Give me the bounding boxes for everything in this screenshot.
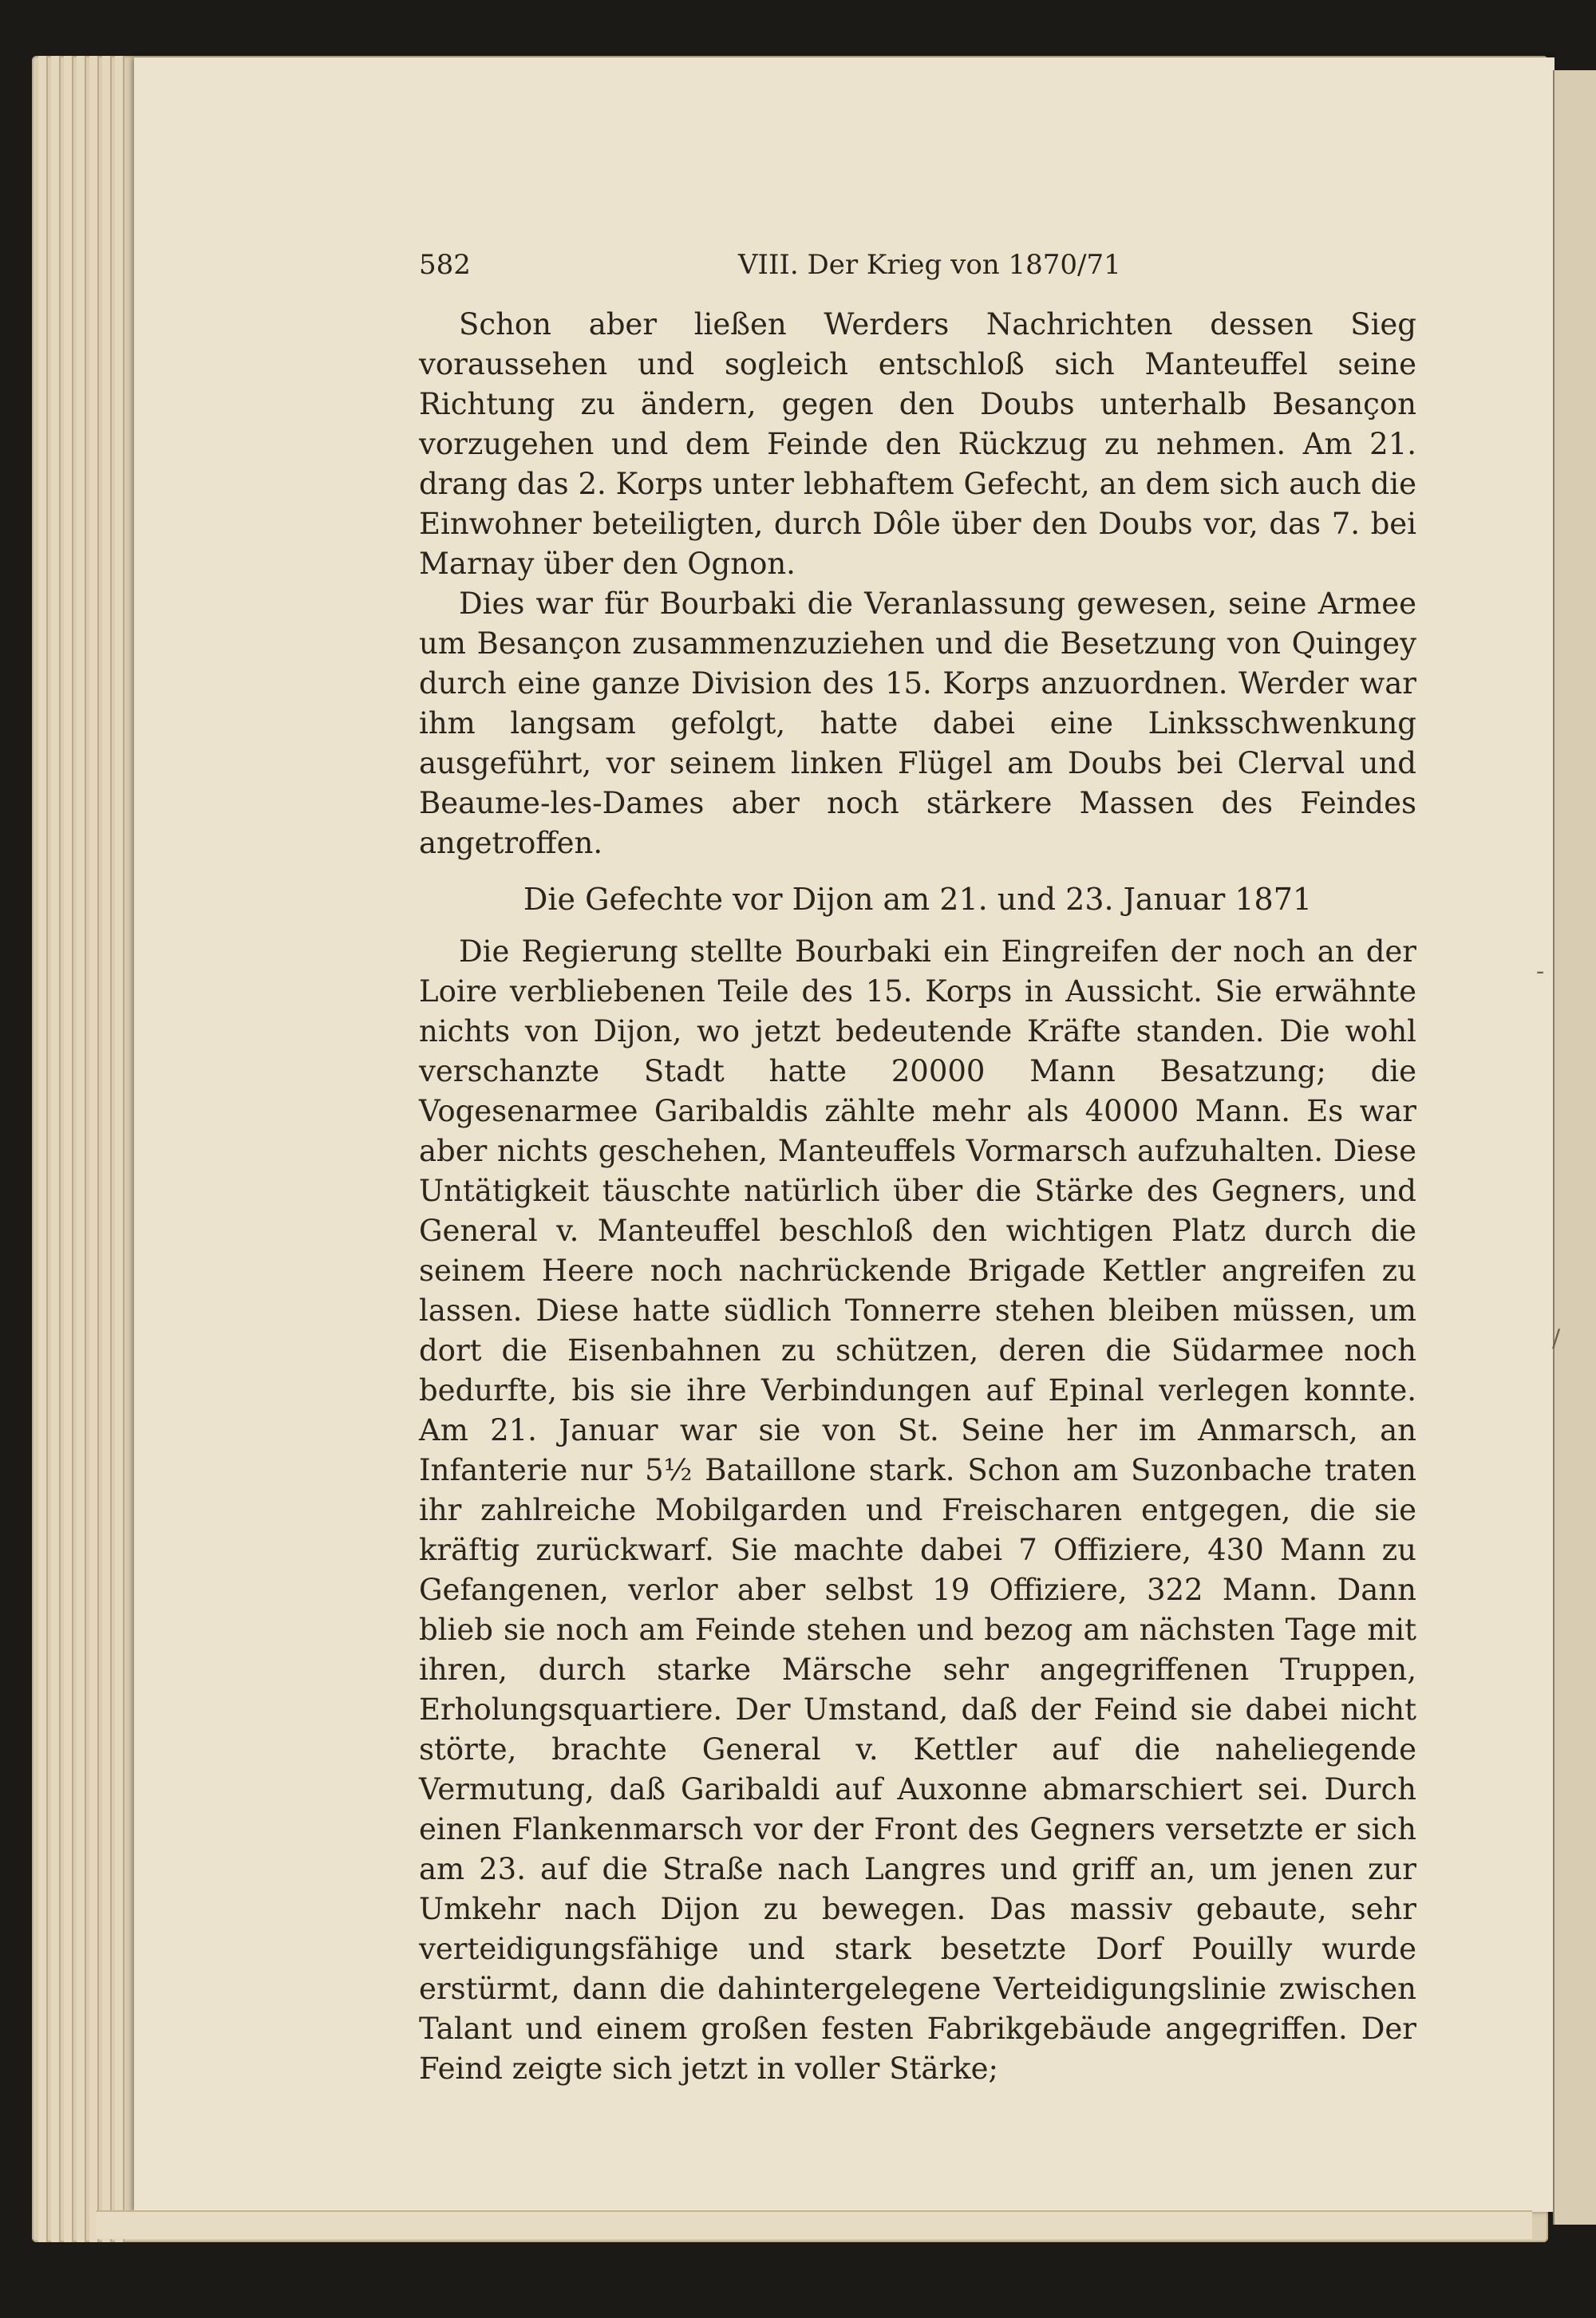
body-text xyxy=(419,305,1416,2089)
page-edge xyxy=(115,56,124,2242)
next-page-edge xyxy=(1553,70,1596,2225)
page-edge xyxy=(77,56,86,2242)
page-bottom-fold xyxy=(96,2210,1532,2239)
margin-mark: ‐ xyxy=(1536,958,1545,985)
page-edge xyxy=(64,56,73,2242)
paragraph: Dies war für Bourbaki die Veranlassung gewesen, seine Armee um Besançon zusammenzuziehen und die Besetzung von Quingey durch eine ganze Division des 15. Korps anzuordnen. Werder war ihm langsam gefolgt, hatte dabei eine Linksschwenkung ausgeführt, vor seinem linken Flügel am Doubs bei Clerval und Beaume-les-Dames aber noch stärkere Massen des Feindes angetroffen. xyxy=(419,586,1416,860)
page-header xyxy=(419,249,1416,289)
page-edge xyxy=(38,56,48,2242)
page-edge xyxy=(51,56,61,2242)
paragraph: Die Regierung stellte Bourbaki ein Eingreifen der noch an der Loire verbliebenen Teile des 15. Korps in Aussicht. Sie erwähnte nichts von Dijon, wo jetzt bedeutende Kräfte standen. Die wohl verschanzte Stadt hatte 20000 Mann Besatzung; die Vogesenarmee Garibaldis zählte mehr als 40000 Mann. Es war aber nichts geschehen, Manteuffels Vormarsch aufzuhalten. Diese Untätigkeit täuschte natürlich über die Stärke des Gegners, und General v. Manteuffel beschloß den wichtigen Platz durch die seinem Heere noch nachrückende Brigade Kettler angreifen zu lassen. Diese hatte südlich Tonnerre stehen bleiben müssen, um dort die Eisenbahnen zu schützen, deren die Südarmee noch bedurfte, bis sie ihre Verbindungen auf Epinal verlegen konnte. Am 21. Januar war sie von St. Seine her im Anmarsch, an Infanterie nur 5½ Bataillone stark. Schon am Suzonbache traten ihr zahlreiche Mobilgarden und Freischaren entgegen, die sie kräftig zurückwarf. Sie machte dabei 7 Offiziere, 430 Mann zu Gefangenen, verlor aber selbst 19 Offiziere, 322 Mann. Dann blieb sie noch am Feinde stehen und bezog am nächsten Tage mit ihren, durch starke Märsche sehr angegriffenen Truppen, Erholungsquartiere. Der Umstand, daß der Feind sie dabei nicht störte, brachte General v. Kettler auf die naheliegende Vermutung, daß Garibaldi auf Auxonne abmarschiert sei. Durch einen Flankenmarsch vor der Front des Gegners versetzte er sich am 23. auf die Straße nach Langres und griff an, um jenen zur Umkehr nach Dijon zu bewegen. Das massiv gebaute, sehr verteidigungsfähige und stark besetzte Dorf Pouilly wurde erstürmt, dann die dahintergelegene Verteidigungslinie zwischen Talant und einem großen festen Fabrikgebäude angegriffen. Der Feind zeigte sich jetzt in voller Stärke; xyxy=(419,934,1416,2086)
section-heading: Die Gefechte vor Dijon am 21. und 23. Januar 1871 xyxy=(523,882,1313,917)
paragraph: Schon aber ließen Werders Nachrichten dessen Sieg voraussehen und sogleich entschloß sich Manteuffel seine Richtung zu ändern, gegen den Doubs unterhalb Besançon vorzugehen und dem Feinde den Rückzug zu nehmen. Am 21. drang das 2. Korps unter lebhaftem Gefecht, an dem sich auch die Einwohner beteiligten, durch Dôle über den Doubs vor, das 7. bei Marnay über den Ognon. xyxy=(419,307,1416,581)
running-title: VIII. Der Krieg von 1870/71 xyxy=(738,249,1121,281)
page-edge xyxy=(89,56,99,2242)
page-edge xyxy=(102,56,112,2242)
page-number: 582 xyxy=(419,249,471,281)
margin-mark: / xyxy=(1552,1325,1561,1352)
